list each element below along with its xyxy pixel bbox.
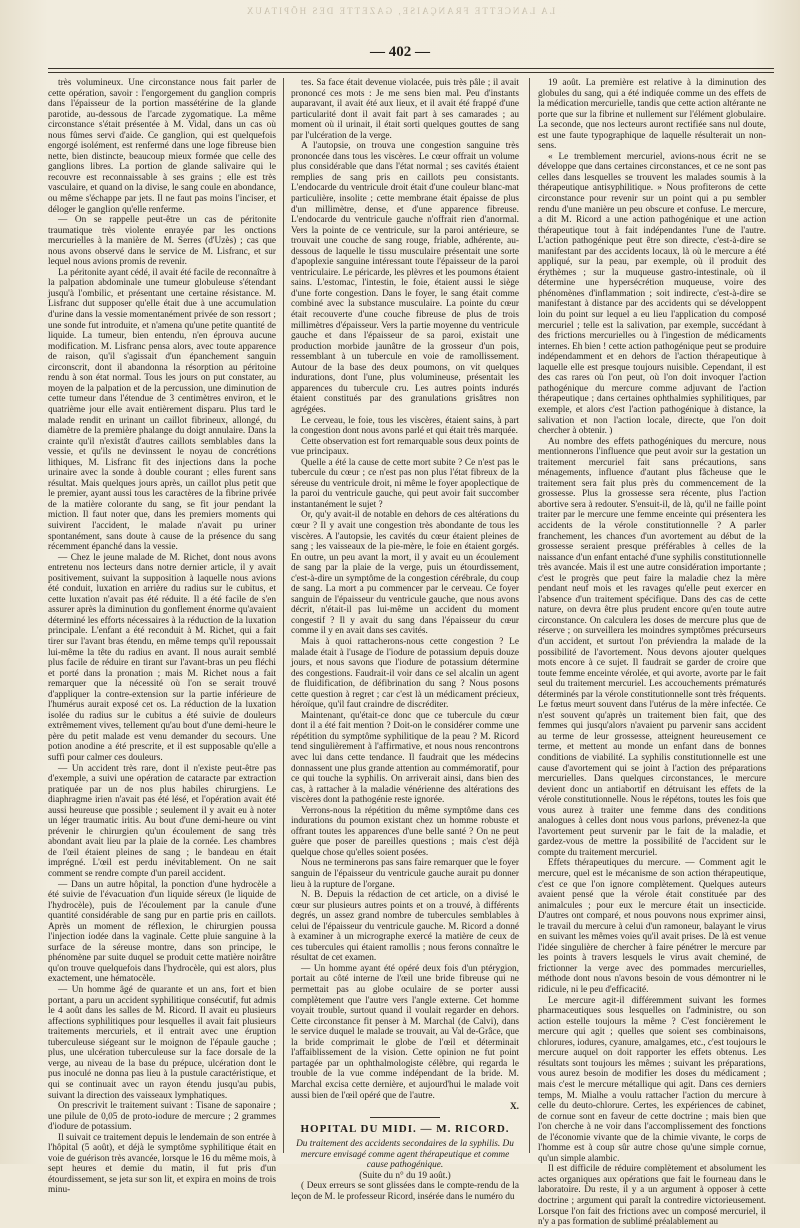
paragraph: ( Deux erreurs se sont glissées dans le compte-rendu de la leçon de M. le professeur Ricord, insérée dans le numéro du [291,1181,519,1202]
paragraph: Le cerveau, le foie, tous les viscères, étaient sains, à part la congestion dont nous avons parlé et qui était très marquée. [291,415,519,437]
paragraph: Or, qu'y avait-il de notable en dehors de ces altérations du cœur ? Il y avait une congestion très abondante de tous les viscères. A l'autopsie, les cavités du cœur étaient pleines de sang ; les vaisseaux de la pie-mère, le foie en étaient gorgés. En outre, un peu avant la mort, il y avait eu un écoulement de sang par la plaie de la verge, puis un étourdissement, c'est-à-dire un symptôme de la congestion cérébrale, du coup de sang. La mort a pu commencer par le cerveau. Ce foyer sanguin de l'épaisseur du ventricule gauche, que nous avons décrit, n'était-il pas lui-même un accident du moment congestif ? Il y avait du sang dans l'épaisseur du cœur comme il y en avait dans ses cavités. [291,510,519,637]
paragraph: Le mercure agit-il différemment suivant les formes pharmaceutiques sous lesquelles on l'administre, ou son action estelle toujours la même ? C'est foncièrement le mercure qui agit ; quelles que soient ses combinaisons, chlorures, iodures, cyanure, amalgames, etc., c'est toujours le mercure auquel on doit rapporter les effets obtenus. Les résultats sont toujours les mêmes ; suivant les préparations, vous aurez besoin de modifier les doses du médicament ; mais c'est le mercure métallique qui agit. Dans ces derniers temps, M. Mialhe a voulu rattacher l'action du mercure à celle du deuto-chlorure. Certes, les expériences de cabinet, de cornue sont en faveur de cette doctrine ; mais bien que l'on cherche à ne voir dans l'accomplissement des fonctions de l'économie vivante que de la chimie vivante, le corps de l'homme est à coup sûr autre chose qu'une simple cornue, qu'un simple alambic. [538,995,766,1164]
paragraph: Au nombre des effets pathogéniques du mercure, nous mentionnerons l'influence que peut avoir sur la gestation un traitement mercuriel fait sans précautions, sans ménagements, influence d'autant plus fâcheuse que le traitement sera fait plus près du commencement de la grossesse. Plus la grossesse sera récente, plus l'action abortive sera à redouter. S'ensuit-il, de là, qu'il ne faille point traiter par le mercure une femme enceinte qui présentera les accidents de la vérole constitutionnelle ? A parler franchement, les chances d'un avortement au début de la grossesse seraient presque préférables à celles de la naissance d'un enfant entaché d'une syphilis constitutionnelle très avancée. Mais il est une autre considération importante ; c'est le progrès que peut faire la maladie chez la mère pendant neuf mois et les ravages qu'elle peut exercer en l'absence d'un traitement spécifique. Dans des cas de cette nature, on devra être plus prudent encore qu'en toute autre circonstance. On calculera les doses de mercure plus que de réserve ; on surveillera les moindres symptômes précurseurs d'un accident, et surtout l'on préviendra la malade de la possibilité de l'avortement. Nous devons ajouter quelques mots encore à ce sujet. Il faudrait se garder de croire que toute femme enceinte vérolée, et qui avorte, avorte par le fait seul du traitement mercuriel. Les accouchements prématurés déterminés par la vérole constitutionnelle sont très fréquents. Le fœtus meurt souvent dans l'utérus de la mère infectée. Ce n'est souvent qu'après un traitement bien fait, que des femmes qui jusqu'alors n'avaient pu parvenir sans accident au terme de leur grossesse, atteignent heureusement ce terme, et mettent au monde un enfant dans de bonnes conditions de viabilité. La syphilis constitutionnelle est une cause d'avortement qui se joint à l'action des préparations mercurielles. Dans quelques circonstances, le mercure devient donc un antiabortif en détruisant les effets de la vérole constitutionnelle. Nous le répétons, toutes les fois que vous aurez à traiter une femme dans des conditions analogues à celles dont nous vous parlons, prévenez-la que l'avortement peut survenir par le fait de la maladie, et gardez-vous de mettre la possibilité de l'accident sur le compte du traitement mercuriel. [538,436,766,858]
paragraph: très volumineux. Une circonstance nous fait parler de cette opération, savoir : l'engorgement du ganglion compris dans l'épaisseur de la portion massétérine de la glande parotide, au-dessous de l'arcade zygomatique. La même circonstance s'était présentée à M. Vidal, dans un cas où nous fûmes servi d'aide. Ce ganglion, qui est quelquefois engorgé isolément, est renfermé dans une loge fibreuse bien nette, bien distincte, beaucoup mieux formée que celle des ganglions libres. La portion de glande salivaire qui le recouvre est reconnaissable à ses grains ; elle est très vasculaire, et quand on la divise, le sang coule en abondance, ou même s'échappe par jets. Il ne faut pas moins l'inciser, et déloger le ganglion qu'elle renferme. [48,78,276,215]
paragraph: Cette observation est fort remarquable sous deux points de vue principaux. [291,436,519,458]
section-subtitle: Du traitement des accidents secondaires de la syphilis. Du mercure envisagé comme agent thérapeutique et comme cause pathogénique. [296,1139,514,1171]
column-separator-2 [529,78,530,1153]
paragraph: Maintenant, qu'était-ce donc que ce tubercule du cœur dont il a été fait mention ? Doit-on le considérer comme une répétition du symptôme syphilitique de la peau ? M. Ricord tend singulièrement à l'affirmative, et nous nous rencontrons avec lui dans cette tendance. Il faudrait que les médecins donnassent une plus grande attention au commémoratif, pour ce qui touche la syphilis. On arriverait ainsi, dans bien des cas, à rattacher à la maladie vénérienne des altérations des viscères dont la pathogénie reste ignorée. [291,710,519,806]
paragraph: Il est difficile de réduire complètement et absolument les actes organiques aux opérations que fait le fourneau dans le laboratoire. Du reste, il y a un argument à opposer à cette doctrine ; argument qui paraît la contredire victorieusement. Lorsque l'on fait des frictions avec un composé mercuriel, il n'y a pas formation de sublimé préalablement au [538,1164,766,1228]
column-separator-1 [283,78,284,1153]
column-1 [48,78,276,1196]
header-rule-bottom [48,72,774,73]
paragraph: Quelle a été la cause de cette mort subite ? Ce n'est pas le tubercule du cœur ; ce n'est pas non plus l'état fibreux de la séreuse du ventricule droit, ni même le foyer apoplectique de la paroi du ventricule gauche, qui peut avoir fait succomber instantanément le sujet ? [291,457,519,510]
section-continuation-note: (Suite du n° du 19 août.) [359,1170,451,1181]
article-signature: X. [509,1102,519,1113]
paragraph: — Dans un autre hôpital, la ponction d'une hydrocèle a été suivie de l'évacuation d'un liquide séreux (le liquide de l'hydrocèle), puis de l'écoulement par la canule d'une quantité considérable de sang pur en partie pris en caillots. Après un moment de réflexion, le chirurgien poussa l'injection iodée dans la vaginale. Cette pluie sanguine à la surface de la séreuse montre, dans son principe, le phénomène par suite duquel se produit cette matière noirâtre qu'on trouve quelquefois dans l'hydrocèle, qui est alors, plus exactement, une hématocèle. [48,879,276,985]
paragraph: Effets thérapeutiques du mercure. — Comment agit le mercure, quel est le mécanisme de son action thérapeutique, c'est ce que l'on ignore complètement. Quelques auteurs avaient pensé que la vérole était constituée par des animalcules ; pour eux le mercure était un insecticide. D'autres ont comparé, et nous pouvons nous exprimer ainsi, le travail du mercure à celui d'un ramoneur, balayant le virus en suivant les mêmes voies qu'il avait prises. De là est venue l'idée singulière de chercher à faire pénétrer le mercure par les points à travers lesquels le virus avait cheminé, de frictionner la verge avec des pommades mercurielles, méthode dont nous n'avons besoin de vous démontrer ni le ridicule, ni le peu d'efficacité. [538,858,766,996]
bleed-through-text: LA LANCETTE FRANÇAISE, GAZETTE DES HÔPITAUX [244,6,556,16]
page-number: — 402 — [370,44,430,60]
paragraph: Il suivait ce traitement depuis le lendemain de son entrée à l'hôpital (5 août), et déjà le symptôme syphilitique était en voie de guérison très avancée, lorsque le 16 du même mois, à sept heures et demie du matin, il fut pris d'un étourdissement, se jeta sur son lit, et expira en moins de trois minu- [48,1132,276,1196]
paragraph: A l'autopsie, on trouva une congestion sanguine très prononcée dans tous les viscères. Le cœur offrait un volume plus considérable que dans l'état normal ; ses cavités étaient remplies de sang pris en caillots peu consistants. L'endocarde du ventricule droit était d'une couleur blanc-mat particulière, insolite ; cette membrane était épaisse de plus d'un millimètre, dense, et d'une apparence fibreuse. L'endocarde du ventricule gauche n'offrait rien d'anormal. Vers la pointe de ce ventricule, sur la paroi antérieure, se trouvait une couche de sang rouge, friable, adhérente, au-dessous de laquelle le tissu musculaire présentait une sorte d'apoplexie sanguine intéressant toute l'épaisseur de la paroi ventriculaire. Le péricarde, les plèvres et les poumons étaient sains. L'estomac, l'intestin, le foie, étaient aussi le siège d'une forte congestion. Dans le foyer, le sang était comme combiné avec la substance musculaire. La pointe du cœur était recouverte d'une couche fibreuse de plus de trois millimètres d'épaisseur. Vers la partie moyenne du ventricule gauche et dans l'épaisseur de sa paroi, existait une production morbide jaunâtre de la grosseur d'un pois, ressemblant à un tubercule en voie de ramollissement. Autour de la base des deux poumons, on vit quelques indurations, dont l'une, plus volumineuse, présentait les apparences du tubercule cru. Les autres points indurés étaient constitués par des granulations grisâtres non agrégées. [291,141,519,415]
paragraph: — On se rappelle peut-être un cas de péritonite traumatique très violente enrayée par les onctions mercurielles à la manière de M. Serres (d'Uzès) ; cas que nous avons observé dans le service de M. Lisfranc, et sur lequel nous avions promis de revenir. [48,215,276,268]
paragraph: — Un homme âgé de quarante et un ans, fort et bien portant, a paru un accident syphilitique consécutif, fut admis le 4 août dans les salles de M. Ricord. Il avait eu plusieurs affections syphilitiques pour lesquelles il avait fait plusieurs traitements mercuriels, et il entrait avec une éruption tuberculeuse siégeant sur le moignon de l'épaule gauche ; plus, une ulcération tuberculeuse sur la face dorsale de la verge, au niveau de la base du prépuce, ulcération dont le pus inoculé ne donna pas lieu à la pustule caractéristique, et qui se continuait avec un rayon étendu jusqu'au pubis, suivant la direction des vaisseaux lymphatiques. [48,985,276,1101]
section-title: HOPITAL DU MIDI. — M. RICORD. [300,1122,510,1135]
paragraph: Nous ne terminerons pas sans faire remarquer que le foyer sanguin de l'épaisseur du ventricule gauche aurait pu donner lieu à la rupture de l'organe. [291,858,519,890]
paragraph: Mais à quoi rattacherons-nous cette congestion ? Le malade était à l'usage de l'iodure de potassium depuis douze jours, et nous savons que l'iodure de potassium détermine des congestions. Faudrait-il voir dans ce sel alcalin un agent de fluidification, de défibrination du sang ? Nous posons cette question à regret ; car c'est là un médicament précieux, héroïque, qu'il faut craindre de discréditer. [291,636,519,711]
paragraph: 19 août. La première est relative à la diminution des globules du sang, qui a été indiquée comme un des effets de la médication mercurielle, tandis que cette action altérante ne porte que sur la fibrine et nullement sur l'élément globulaire. La seconde, que nos lecteurs auront rectifiée sans nul doute, est une faute typographique de laquelle résulterait un non-sens. [538,78,766,152]
paragraph: On prescrivit le traitement suivant : Tisane de saponaire ; une pilule de 0,05 de proto-iodure de mercure ; 2 grammes d'iodure de potassium. [48,1101,276,1133]
paragraph: tes. Sa face était devenue violacée, puis très pâle ; il avait prononcé ces mots : Je me sens bien mal. Peu d'instants auparavant, il avait été aux lieux, et il avait été frappé d'une particularité dont il avait fait part à ses camarades ; au moment où il urinait, il était sorti quelques gouttes de sang par l'ulcération de la verge. [291,78,519,141]
header-rule-top [48,68,774,69]
paragraph: « Le tremblement mercuriel, avions-nous écrit ne se développe que dans certaines circonstances, et ce ne sont pas celles dans lesquelles se trouvent les malades soumis à la thérapeutique antisyphilitique. » Nous profiterons de cette circonstance pour revenir sur un point qui a pu sembler rendu d'une manière un peu obscure et confuse. Le mercure, a dit M. Ricord a une action pathogénique et une action thérapeutique tout à fait indépendantes l'une de l'autre. L'action pathogénique peut être son directe, c'est-à-dire se manifestant par des accidents locaux, là où le mercure a été appliqué, sur la peau, par exemple, où il produit des érythèmes ; sur la muqueuse gastro-intestinale, où il détermine une hypersécrétion muqueuse, voire des phénomènes d'inflammation ; soit indirecte, c'est-à-dire se manifestant à distance par des accidents qui se développent loin du point sur lequel a eu lieu l'application du composé mercuriel ; telle est la salivation, par exemple, succédant à des frictions mercurielles ou à l'ingestion de médicaments internes. Eh bien ! cette action pathogénique peut se produire indépendamment et en dehors de l'action thérapeutique à laquelle elle est presque toujours nuisible. Cependant, il est des cas rares où l'on peut, où l'on doit invoquer l'action pathogénique du mercure comme adjuvant de l'action thérapeutique ; dans certaines ophthalmies syphilitiques, par exemple, et alors c'est l'action pathogénique à distance, la salivation et non l'action locale, directe, que l'on doit chercher à obtenir. ) [538,151,766,437]
paragraph: N. B. Depuis la rédaction de cet article, on a divisé le cœur sur plusieurs autres points et on a trouvé, à différents degrés, un assez grand nombre de tubercules semblables à celui de l'épaisseur du ventricule gauche. M. Ricord a donné à examiner à un micrographe exercé la matière de ceux de ces tubercules qui étaient ramollis ; nous ferons connaître le résultat de cet examen. [291,890,519,964]
paragraph: Verrons-nous la répétition du même symptôme dans ces indurations du poumon existant chez un homme robuste et offrant toutes les apparences d'une belle santé ? On ne peut guère que poser de pareilles questions ; mais c'est déjà quelque chose qu'elles soient posées. [291,805,519,858]
column-3 [538,78,766,1228]
paragraph: — Un homme ayant été opéré deux fois d'un ptérygion, portait au côté interne de l'œil une bride fibreuse qui ne permettait pas au globe oculaire de se porter aussi complètement que l'autre vers l'angle externe. Cet homme voyait trouble, surtout quand il voulait regarder en dehors. Cette circonstance fit penser à M. Marchal (de Calvi), dans le service duquel le malade se trouvait, au Val de-Grâce, que la bride comprimait le globe de l'œil et déterminait l'affaiblissement de la vision. Cette opinion ne fut point partagée par un ophthalmologiste célèbre, qui regarda le trouble de la vue comme indépendant de la bride. M. Marchal excisa cette dernière, et aujourd'hui le malade voit aussi bien de l'œil opéré que de l'autre. [291,963,519,1101]
paragraph: — Chez le jeune malade de M. Richet, dont nous avons entretenu nos lecteurs dans notre dernier article, il y avait positivement, suivant la supposition à laquelle nous avions été conduit, luxation en arrière du radius sur le cubitus, et cette luxation n'avait pas été réduite. Il a été facile de s'en assurer après la diminution du gonflement énorme qu'avaient déterminé les efforts nécessaires à la réduction de la luxation principale. L'enfant a été reconduit à M. Richet, qui a fait tirer sur l'avant bras étendu, en même temps qu'il repoussait lui-même la tête du radius en avant. Il nous aurait semblé plus facile de réduire en tirant sur l'avant-bras un peu fléchi et porté dans la pronation ; mais M. Richet nous a fait remarquer que la nécessité où l'on se serait trouvé d'appliquer la contre-extension sur la partie inférieure de l'humérus aurait exposé cet os. La réduction de la luxation isolée du radius sur le cubitus a été suivie de douleurs extrêmement vives, tellement qu'au bout d'une demi-heure le père du petit malade est venu demander du secours. Une potion anodine a été prescrite, et il est supposable qu'elle a suffi pour calmer ces douleurs. [48,552,276,763]
column-2 [291,78,519,1202]
section-divider [370,1117,440,1118]
paragraph: La péritonite ayant cédé, il avait été facile de reconnaître à la palpation abdominale une tumeur globuleuse s'étendant jusqu'à l'ombilic, et présentant une certaine résistance. M. Lisfranc dut supposer qu'elle était due à une accumulation d'urine dans la vessie momentanément privée de son ressort ; une sonde fut introduite, et n'amena qu'une petite quantité de liquide. La tumeur, bien entendu, n'en éprouva aucune modification. M. Lisfranc pensa alors, avec toute apparence de raison, qu'il s'agissait d'un épanchement sanguin circonscrit, dont il abandonna la résorption au péritoine rendu à son état normal. Tous les jours on put constater, au moyen de la palpation et de la percussion, une diminution de cette tumeur dans l'étendue de 3 centimètres environ, et le quatrième jour elle avait entièrement disparu. Plus tard le malade rendit en urinant un caillot fibrineux, allongé, du diamètre de la première phalange du doigt annulaire. Dans la crainte qu'il n'existât d'autres caillots semblables dans la vessie, et qu'ils ne devinssent le noyau de concrétions lithiques, M. Lisfranc fit des injections dans la poche urinaire avec la sonde à double courant ; elles furent sans résultat. Mais quelques jours après, un caillot plus petit que le premier, ayant aussi tous les caractères de la fibrine privée de la matière colorante du sang, se fit jour pendant la miction. Il faut noter que, dans les premiers moments qui suivirent l'accident, le malade n'avait pu uriner spontanément, sans doute à cause de la présence du sang récemment épanché dans la vessie. [48,267,276,553]
paragraph: — Un accident très rare, dont il n'existe peut-être pas d'exemple, a suivi une opération de cataracte par extraction pratiquée par un de nos plus habiles chirurgiens. Le diaphragme irien n'avait pas été lésé, et l'opération avait été aussi heureuse que possible ; seulement il y avait eu à noter un léger traumatic iritis. Au bout d'une demi-heure ou vint prévenir le chirurgien qu'un écoulement de sang très abondant avait lieu par la plaie de la cornée. Les chambres de l'œil étaient pleines de sang ; le bandeau en était imprégné. L'œil est perdu inévitablement. On ne sait comment se rendre compte d'un pareil accident. [48,763,276,880]
